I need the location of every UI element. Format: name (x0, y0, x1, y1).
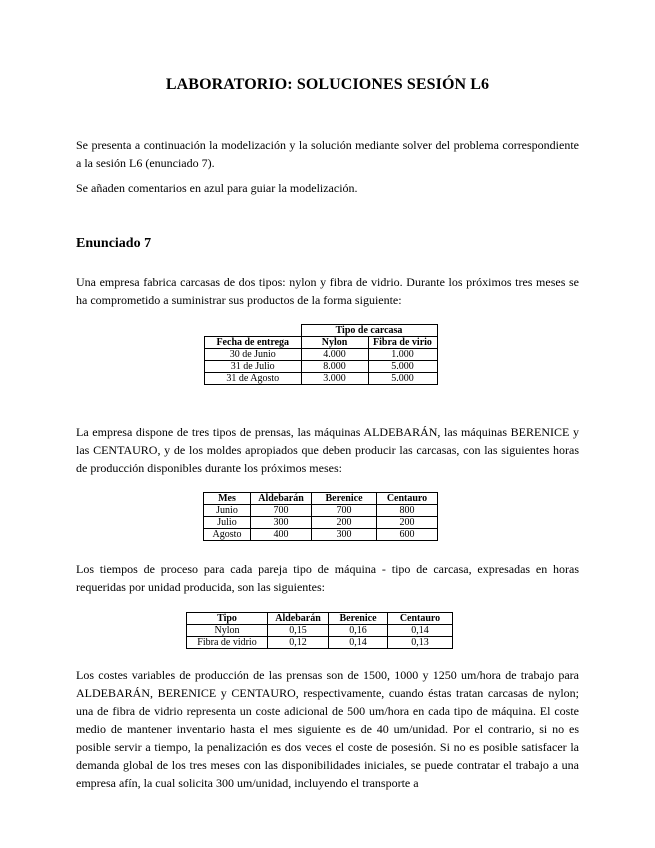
table1-header: Nylon (301, 337, 368, 349)
table-row (187, 637, 453, 649)
process-times-table (186, 612, 453, 649)
table2-cell: 400 (251, 529, 312, 541)
table1-cell: 5.000 (368, 373, 437, 385)
table-row (204, 529, 438, 541)
table2-cell: 200 (377, 517, 438, 529)
table3-header: Tipo (187, 613, 268, 625)
table2-cell: 300 (312, 529, 377, 541)
table2-cell: Agosto (204, 529, 251, 541)
table2-cell: 200 (312, 517, 377, 529)
table3-header: Aldebarán (268, 613, 329, 625)
table1-cell: 5.000 (368, 361, 437, 373)
table3-cell: 0,15 (268, 625, 329, 637)
intro-paragraph-1: Se presenta a continuación la modelización y la solución mediante solver del problema correspondiente a la sesión L6 (enunciado 7). (76, 138, 579, 170)
table1-cell: 4.000 (301, 349, 368, 361)
table-row (205, 361, 438, 373)
table2-cell: Junio (204, 505, 251, 517)
page-title: LABORATORIO: SOLUCIONES SESIÓN L6 (165, 76, 490, 93)
table-row (205, 349, 438, 361)
table-row (204, 517, 438, 529)
table-row (187, 625, 453, 637)
table3-header: Berenice (329, 613, 388, 625)
table3-cell: 0,16 (329, 625, 388, 637)
table-row (205, 373, 438, 385)
table3-cell: 0,14 (329, 637, 388, 649)
table2-cell: Julio (204, 517, 251, 529)
table1-cell: 1.000 (368, 349, 437, 361)
intro-paragraph-2: Se añaden comentarios en azul para guiar la modelización. (76, 181, 358, 195)
table2-cell: 800 (377, 505, 438, 517)
table2-header: Mes (204, 493, 251, 505)
table2-cell: 700 (251, 505, 312, 517)
hours-table (203, 492, 438, 541)
table3-cell: 0,12 (268, 637, 329, 649)
table-row (204, 505, 438, 517)
table1-header: Fecha de entrega (205, 337, 302, 349)
table2-cell: 300 (251, 517, 312, 529)
table3-cell: 0,13 (388, 637, 453, 649)
table1-cell: 31 de Agosto (205, 373, 302, 385)
delivery-table (204, 324, 438, 385)
table3-cell: 0,14 (388, 625, 453, 637)
table2-header: Berenice (312, 493, 377, 505)
table1-cell: 30 de Junio (205, 349, 302, 361)
paragraph-2: La empresa dispone de tres tipos de prensas, las máquinas ALDEBARÁN, las máquinas BERENICE y las CENTAURO, y de los moldes apropiados que deben producir las carcasas, con las siguientes horas de producción disponibles durante los próximos meses: (76, 425, 579, 475)
table2-cell: 700 (312, 505, 377, 517)
table3-cell: Fibra de vidrio (187, 637, 268, 649)
paragraph-1: Una empresa fabrica carcasas de dos tipos: nylon y fibra de vidrio. Durante los próximos tres meses se ha comprometido a suministrar sus productos de la forma siguiente: (76, 275, 579, 307)
table2-header: Aldebarán (251, 493, 312, 505)
table1-cell: 8.000 (301, 361, 368, 373)
table1-cell: 31 de Julio (205, 361, 302, 373)
table3-cell: Nylon (187, 625, 268, 637)
section-heading: Enunciado 7 (76, 236, 152, 251)
paragraph-4: Los costes variables de producción de las prensas son de 1500, 1000 y 1250 um/hora de trabajo para ALDEBARÁN, BERENICE y CENTAURO, respectivamente, cuando éstas tratan carcasas de nylon; una de fibra de vidrio representa un coste adicional de 500 um/hora en cada tipo de máquina. El coste medio de mantener inventario hasta el mes siguiente es de 40 um/unidad. Por el contrario, si no es posible servir a tiempo, la penalización es dos veces el coste de posesión. Si no es posible satisfacer la demanda global de los tres meses con las disponibilidades iniciales, se puede contratar el trabajo a una empresa afín, la cual solicita 300 um/unidad, incluyendo el transporte a (76, 668, 579, 790)
table1-header: Fibra de virio (368, 337, 437, 349)
table2-header: Centauro (377, 493, 438, 505)
table1-cell: 3.000 (301, 373, 368, 385)
table3-header: Centauro (388, 613, 453, 625)
table2-cell: 600 (377, 529, 438, 541)
table1-group-header: Tipo de carcasa (301, 325, 437, 337)
paragraph-3: Los tiempos de proceso para cada pareja tipo de máquina - tipo de carcasa, expresadas en horas requeridas por unidad producida, son las siguientes: (76, 562, 579, 594)
